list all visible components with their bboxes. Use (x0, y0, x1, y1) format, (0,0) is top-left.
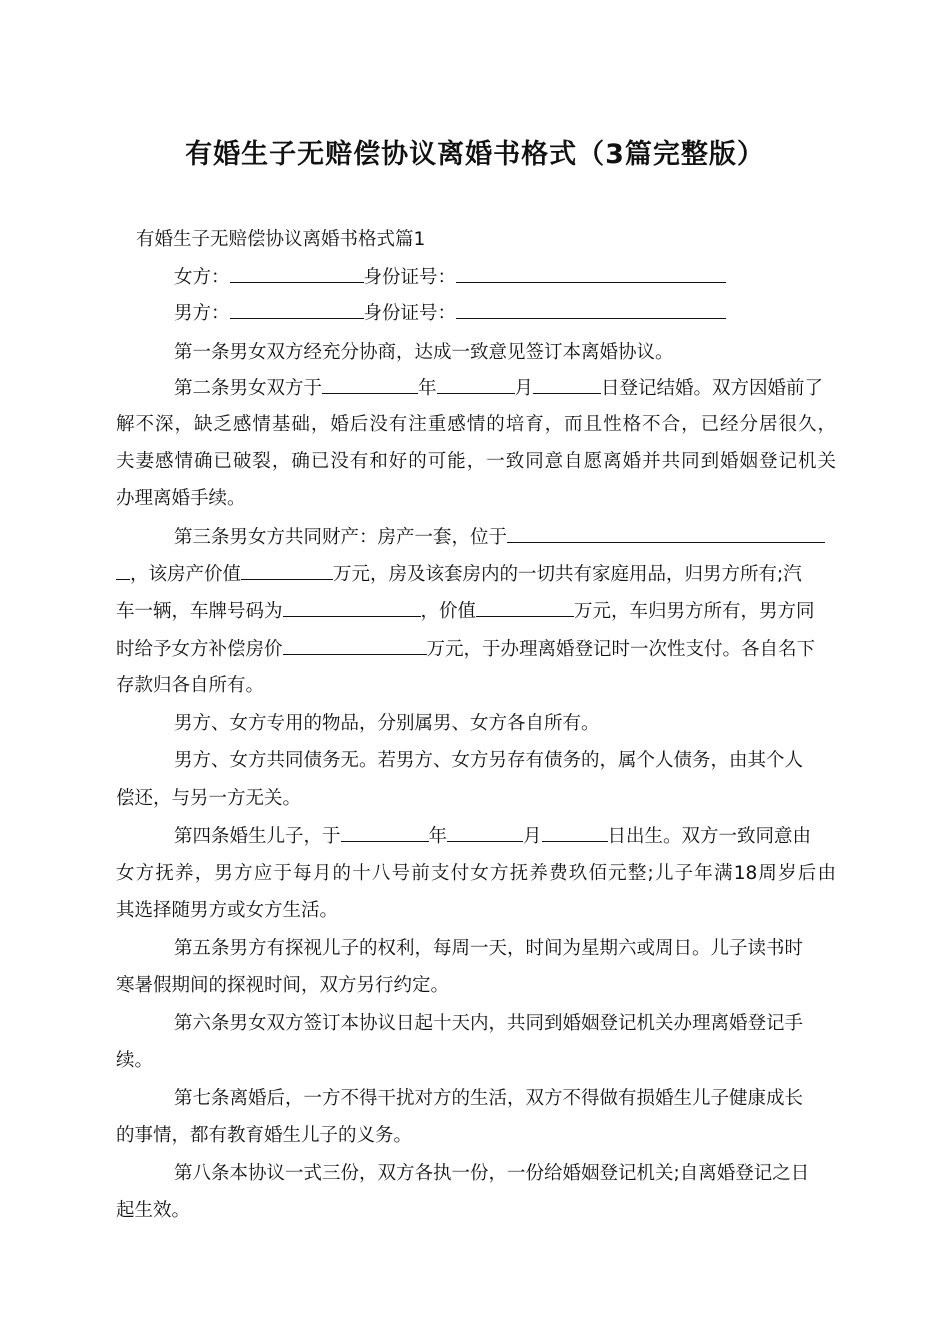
article-2-line-4: 办理离婚手续。 (116, 488, 246, 509)
property-location-blank-cont (116, 561, 130, 580)
male-label: 男方： (174, 303, 230, 324)
article-2-line-3: 夫妻感情确已破裂，确已没有和好的可能，一致同意自愿离婚并共同到婚姻登记机关 (116, 451, 836, 472)
article-5-line-1: 第五条男方有探视儿子的权利，每周一天，时间为星期六或周日。儿子读书时 (174, 938, 804, 959)
article-4-line-3: 其选择随男方或女方生活。 (116, 900, 339, 921)
article-3-line-3 (116, 598, 815, 625)
male-line (174, 300, 726, 327)
article-3-text-h: 万元，于办理离婚登记时一次性支付。各自名下 (426, 639, 816, 660)
compensation-blank (283, 636, 427, 655)
article-4-line-2: 女方抚养，男方应于每月的十八号前支付女方抚养费玖佰元整;儿子年满18周岁后由 (116, 863, 836, 884)
article-3-text-g: 时给予女方补偿房价 (116, 639, 283, 660)
car-value-blank (476, 598, 574, 617)
article-2-line-1 (174, 375, 823, 402)
article-3-text-a: 第三条男女方共同财产：房产一套，位于 (174, 527, 508, 548)
article-2-text-b: 日登记结婚。双方因婚前了 (601, 378, 824, 399)
article-3-text-d: 车一辆，车牌号码为 (116, 601, 283, 622)
female-id-label: 身份证号： (363, 267, 457, 288)
article-3-line-5: 存款归各自所有。 (116, 675, 265, 696)
male-name-blank (230, 300, 364, 319)
birth-month-blank (447, 823, 523, 842)
female-id-blank (456, 264, 726, 283)
article-5-line-2: 寒暑假期间的探视时间，双方另行约定。 (116, 975, 450, 996)
marriage-month-blank (437, 375, 515, 394)
year-label: 年 (418, 378, 437, 399)
property-value-blank (241, 561, 333, 580)
article-3-text-b: ，该房产价值 (130, 564, 242, 585)
article-7-line-1: 第七条离婚后，一方不得干扰对方的生活，双方不得做有损婚生儿子健康成长 (174, 1088, 804, 1109)
plate-number-blank (283, 598, 421, 617)
article-4-text-a: 第四条婚生儿子，于 (174, 826, 341, 847)
article-2-text-a: 第二条男女双方于 (174, 378, 323, 399)
section-title: 有婚生子无赔偿协议离婚书格式篇1 (136, 229, 426, 250)
property-location-blank (507, 524, 825, 543)
article-3-line-2 (116, 561, 802, 588)
female-line (174, 264, 726, 291)
article-3-text-e: ，价值 (420, 601, 477, 622)
article-1: 第一条男女双方经充分协商，达成一致意见签订本离婚协议。 (174, 342, 674, 363)
article-8-line-2: 起生效。 (116, 1200, 191, 1221)
document-title: 有婚生子无赔偿协议离婚书格式（3篇完整版） (185, 139, 765, 170)
article-3-line-1 (174, 524, 825, 551)
debt-paragraph-line-2: 偿还，与另一方无关。 (116, 788, 302, 809)
article-6-line-2: 续。 (116, 1050, 154, 1071)
article-3-text-f: 万元，车归男方所有，男方同 (574, 601, 815, 622)
article-4-line-1 (174, 823, 811, 850)
marriage-day-blank (533, 375, 601, 394)
marriage-year-blank (322, 375, 418, 394)
male-id-blank (456, 300, 726, 319)
birth-day-blank (542, 823, 608, 842)
article-2-line-2: 解不深，缺乏感情基础，婚后没有注重感情的培育，而且性格不合，已经分居很久， (116, 414, 836, 435)
month-label: 月 (523, 826, 542, 847)
birth-year-blank (341, 823, 429, 842)
article-8-line-1: 第八条本协议一式三份，双方各执一份，一份给婚姻登记机关;自离婚登记之日 (174, 1163, 810, 1184)
debt-paragraph-line-1: 男方、女方共同债务无。若男方、女方另存有债务的，属个人债务，由其个人 (174, 750, 804, 771)
article-7-line-2: 的事情，都有教育婚生儿子的义务。 (116, 1125, 413, 1146)
article-3-text-c: 万元，房及该套房内的一切共有家庭用品，归男方所有;汽 (333, 564, 802, 585)
month-label: 月 (514, 378, 534, 399)
year-label: 年 (428, 826, 448, 847)
female-name-blank (230, 264, 364, 283)
article-6-line-1: 第六条男女双方签订本协议日起十天内，共同到婚姻登记机关办理离婚登记手 (174, 1013, 804, 1034)
personal-items-paragraph: 男方、女方专用的物品，分别属男、女方各自所有。 (174, 713, 600, 734)
article-3-line-4 (116, 636, 815, 663)
male-id-label: 身份证号： (363, 303, 457, 324)
article-4-text-b: 日出生。双方一致同意由 (607, 826, 812, 847)
female-label: 女方： (174, 267, 230, 288)
